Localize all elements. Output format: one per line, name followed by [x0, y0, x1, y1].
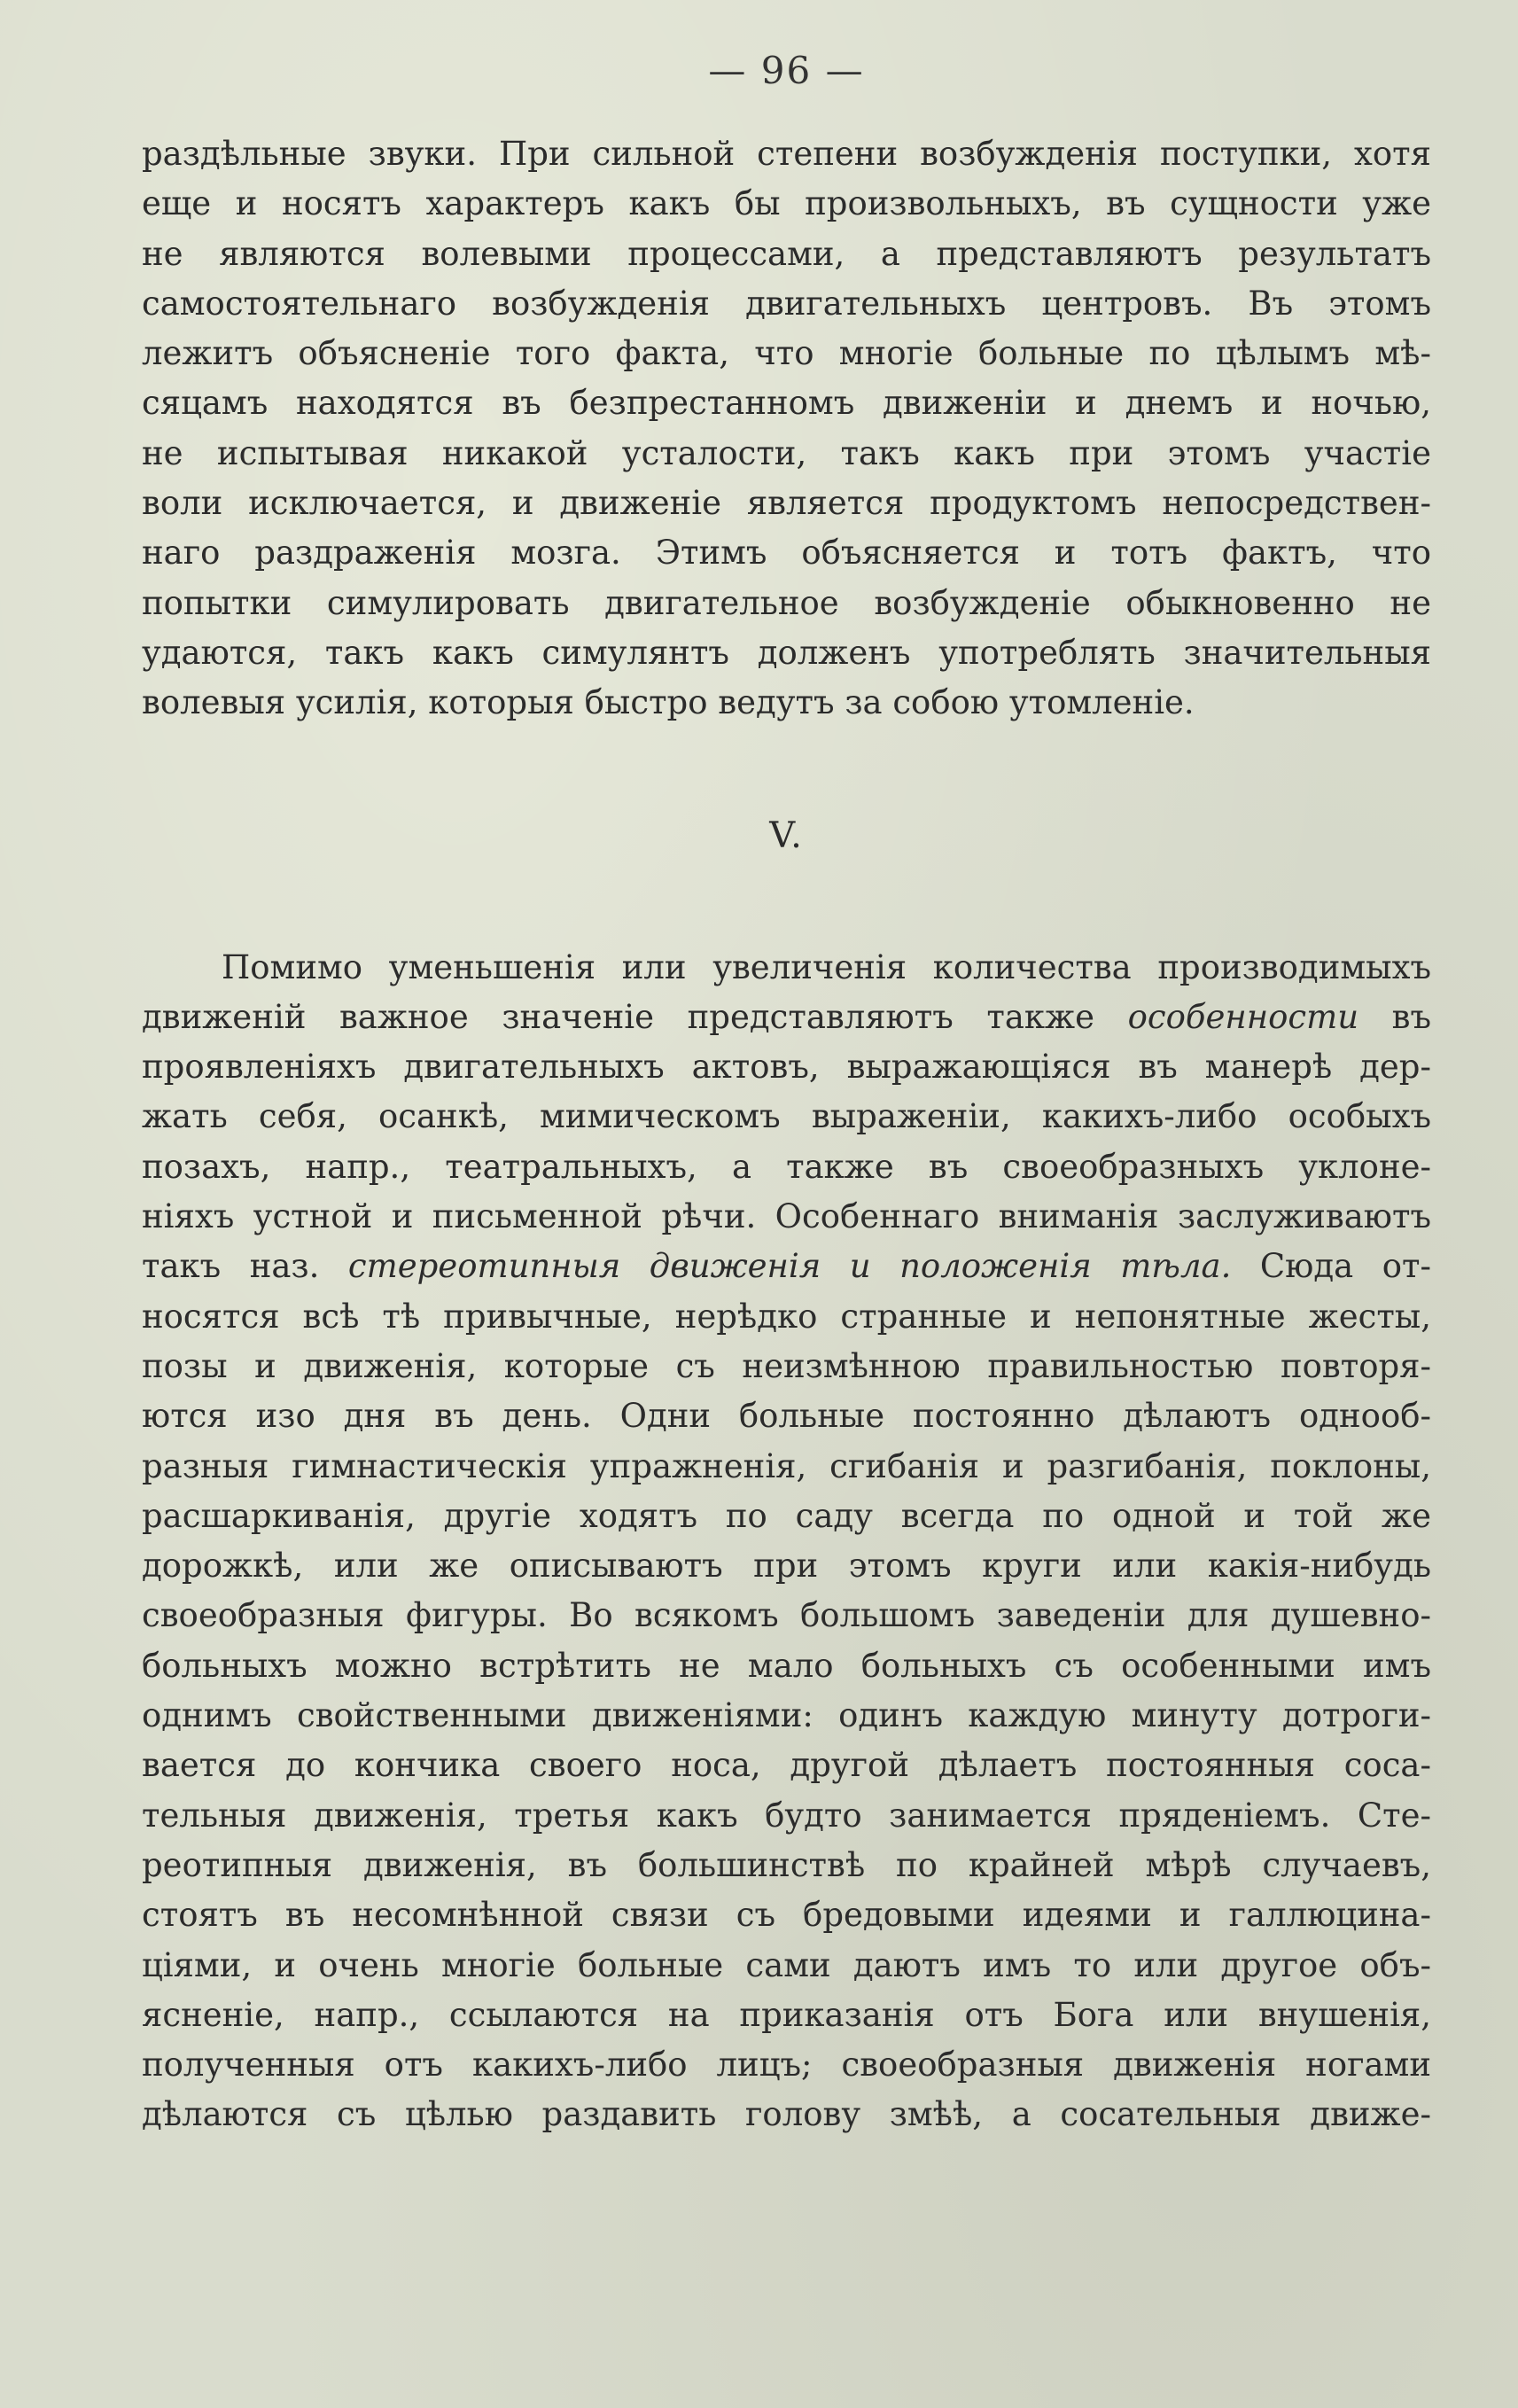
- text-line: ціями, и очень многіе больные сами даютъ имъ то или другое объ-: [142, 1945, 1431, 1984]
- page-number: — 96 —: [708, 49, 865, 92]
- text-segment: въ: [1391, 997, 1432, 1036]
- text-line: разныя гимнастическія упражненія, сгибанія и разгибанія, поклоны,: [142, 1446, 1431, 1485]
- text-line: реотипныя движенія, въ большинствѣ по крайней мѣрѣ случаевъ,: [142, 1845, 1431, 1884]
- text-line: позы и движенія, которые съ неизмѣнною правильностью повторя-: [142, 1346, 1431, 1385]
- text-line: проявленіяхъ двигательныхъ актовъ, выражающіяся въ манерѣ дер-: [142, 1048, 1431, 1087]
- text-line: ніяхъ устной и письменной рѣчи. Особеннаго вниманія заслуживаютъ: [142, 1197, 1431, 1236]
- paragraph-continued: [142, 129, 1431, 729]
- text-line: еще и носятъ характеръ какъ бы произвольныхъ, въ сущности уже: [142, 184, 1431, 223]
- text-line: своеобразныя фигуры. Во всякомъ большомъ заведеніи для душевно-: [142, 1596, 1431, 1635]
- text-line: удаются, такъ какъ симулянтъ долженъ употреблять значительныя: [142, 633, 1431, 672]
- text-segment: такъ наз.: [142, 1247, 320, 1286]
- text-line: дѣлаются съ цѣлью раздавить голову змѣѣ, а сосательныя движе-: [142, 2095, 1431, 2134]
- text-line: попытки симулировать двигательное возбужденіе обыкновенно не: [142, 583, 1431, 622]
- emphasis-text: стереотипныя движенія и положенія тѣла.: [347, 1247, 1232, 1286]
- text-line: ясненіе, напр., ссылаются на приказанія отъ Бога или внушенія,: [142, 1995, 1431, 2034]
- text-line: лежитъ объясненіе того факта, что многіе больные по цѣлымъ мѣ-: [142, 334, 1431, 373]
- text-line: Помимо уменьшенія или увеличенія количества производимыхъ: [222, 947, 1431, 986]
- text-line: воли исключается, и движеніе является продуктомъ непосредствен-: [142, 484, 1431, 523]
- text-line: жать себя, осанкѣ, мимическомъ выраженіи, какихъ-либо особыхъ: [142, 1097, 1431, 1136]
- text-line: тельныя движенія, третья какъ будто занимается пряденіемъ. Сте-: [142, 1796, 1431, 1835]
- text-line: не являются волевыми процессами, а представляютъ результатъ: [142, 234, 1431, 273]
- text-line: [142, 993, 1431, 1042]
- text-line: однимъ свойственными движеніями: одинъ каждую минуту дотроги-: [142, 1696, 1431, 1735]
- text-line: носятся всѣ тѣ привычные, нерѣдко странные и непонятные жесты,: [142, 1297, 1431, 1336]
- text-segment: Сюда от-: [1259, 1247, 1432, 1286]
- emphasis-text: особенности: [1127, 997, 1359, 1036]
- text-line: не испытывая никакой усталости, такъ какъ при этомъ участіе: [142, 433, 1431, 472]
- text-line: вается до кончика своего носа, другой дѣлаетъ постоянныя соса-: [142, 1746, 1431, 1785]
- text-line: дорожкѣ, или же описываютъ при этомъ круги или какія-нибудь: [142, 1547, 1431, 1586]
- text-line: [142, 1242, 1431, 1291]
- paragraph-section-v: [142, 943, 1431, 2140]
- text-line: волевыя усилія, которыя быстро ведутъ за собою утомленіе.: [142, 683, 1195, 722]
- text-line: позахъ, напр., театральныхъ, а также въ своеобразныхъ уклоне-: [142, 1147, 1431, 1186]
- text-line: стоятъ въ несомнѣнной связи съ бредовыми идеями и галлюцина-: [142, 1896, 1431, 1935]
- text-line: ются изо дня въ день. Одни больные постоянно дѣлаютъ однооб-: [142, 1397, 1431, 1436]
- book-page: [142, 49, 1431, 2140]
- text-line: полученныя отъ какихъ-либо лицъ; своеобразныя движенія ногами: [142, 2046, 1431, 2085]
- text-line: расшаркиванія, другіе ходятъ по саду всегда по одной и той же: [142, 1496, 1431, 1535]
- text-line: наго раздраженія мозга. Этимъ объясняется и тотъ фактъ, что: [142, 534, 1431, 573]
- text-line: сяцамъ находятся въ безпрестанномъ движеніи и днемъ и ночью,: [142, 384, 1431, 423]
- section-heading: V.: [769, 814, 804, 856]
- text-line: самостоятельнаго возбужденія двигательныхъ центровъ. Въ этомъ: [142, 284, 1431, 323]
- text-line: раздѣльные звуки. При сильной степени возбужденія поступки, хотя: [142, 135, 1431, 173]
- text-segment: движеній важное значеніе представляютъ также: [142, 997, 1094, 1036]
- text-line: больныхъ можно встрѣтить не мало больныхъ съ особенными имъ: [142, 1646, 1431, 1685]
